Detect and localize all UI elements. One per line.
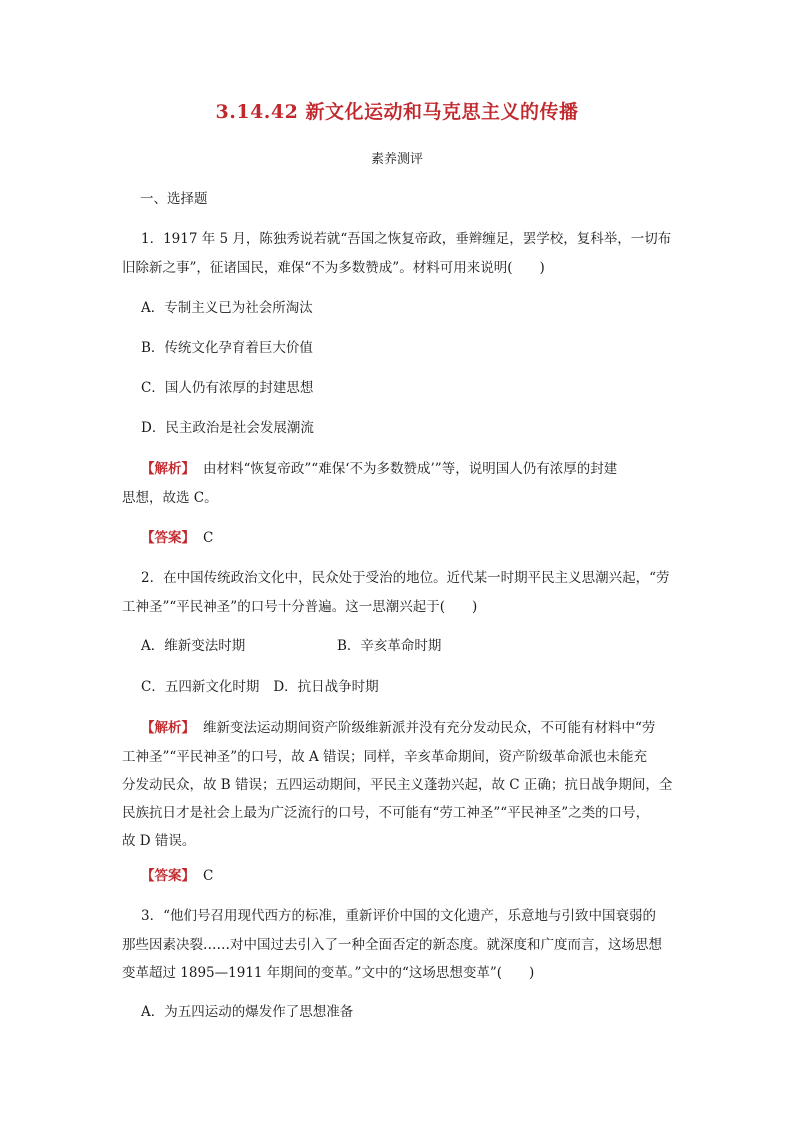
q1-option-c: C．国人仍有浓厚的封建思想 [141, 380, 314, 396]
q2-analysis-line-3: 分发动民众，故 B 错误；五四运动期间，平民主义蓬勃兴起，故 C 正确；抗日战争期间，全 [122, 777, 673, 793]
answer-tag: 【答案】 [141, 868, 195, 884]
q3-stem-line-3: 变革超过 1895—1911 年期间的变革。”文中的“这场思想变革”( ) [122, 965, 535, 981]
q2-stem-line-2: 工神圣”“平民神圣”的口号十分普遍。这一思潮兴起于( ) [122, 599, 478, 615]
q1-option-a: A．专制主义已为社会所淘汰 [141, 300, 313, 316]
q3-option-a: A．为五四运动的爆发作了思想准备 [141, 1004, 354, 1020]
q2-analysis-line-5: 故 D 错误。 [122, 833, 196, 849]
q2-analysis-text-1: 维新变法运动期间资产阶级维新派并没有充分发动民众，不可能有材料中“劳 [203, 720, 656, 736]
analysis-tag: 【解析】 [141, 720, 195, 736]
q2-analysis-line-2: 工神圣”“平民神圣”的口号，故 A 错误；同样，辛亥革命期间，资产阶级革命派也未能充 [122, 749, 648, 765]
q1-option-d: D．民主政治是社会发展潮流 [141, 420, 314, 436]
q2-options-ab [141, 634, 441, 654]
q1-analysis-line-2: 思想，故选 C。 [122, 490, 218, 506]
q2-analysis-line-1 [141, 716, 655, 736]
q1-stem-line-2: 旧除新之事”，征诸国民，难保“不为多数赞成”。材料可用来说明( ) [122, 260, 545, 276]
q2-option-b: B．辛亥革命时期 [337, 638, 442, 654]
q2-answer-value: C [203, 868, 214, 884]
q1-answer-value: C [203, 530, 214, 546]
page-subtitle: 素养测评 [370, 152, 423, 167]
page-title: 3.14.42 新文化运动和马克思主义的传播 [215, 101, 579, 123]
q2-analysis-line-4: 民族抗日才是社会上最为广泛流行的口号，不可能有“劳工神圣”“平民神圣”之类的口号， [122, 805, 650, 821]
q3-stem-line-2: 那些因素决裂……对中国过去引入了一种全面否定的新态度。就深度和广度而言，这场思想 [122, 937, 662, 953]
answer-tag: 【答案】 [141, 530, 195, 546]
q2-option-a: A．维新变法时期 [141, 638, 246, 654]
section-heading: 一、选择题 [140, 191, 208, 207]
q1-option-b: B．传统文化孕育着巨大价值 [141, 340, 313, 356]
q2-stem-line-1: 2．在中国传统政治文化中，民众处于受治的地位。近代某一时期平民主义思潮兴起，“劳 [141, 570, 670, 586]
q1-analysis-line-1 [141, 457, 617, 477]
q1-stem-line-1: 1．1917 年 5 月，陈独秀说若就“吾国之恢复帝政，垂辫缠足，罢学校，复科举，一切布 [141, 231, 672, 247]
q1-answer [141, 526, 213, 546]
q2-options-cd [141, 675, 379, 695]
q2-option-d: D．抗日战争时期 [273, 679, 379, 695]
q1-analysis-text-1: 由材料“恢复帝政”“难保‘不为多数赞成’”等，说明国人仍有浓厚的封建 [203, 461, 618, 477]
q2-option-c: C．五四新文化时期 [141, 679, 260, 695]
q2-answer [141, 864, 213, 884]
q3-stem-line-1: 3．“他们号召用现代西方的标准，重新评价中国的文化遗产，乐意地与引致中国衰弱的 [141, 908, 656, 924]
analysis-tag: 【解析】 [141, 461, 195, 477]
